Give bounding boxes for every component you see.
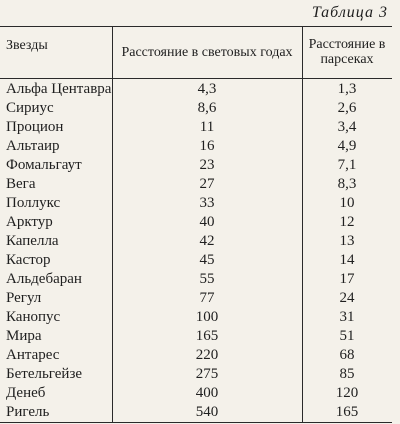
star-name: Канопус [6, 309, 61, 325]
table-row [0, 289, 392, 308]
distance-light-years: 40 [199, 214, 215, 230]
header-rule [0, 78, 392, 79]
distance-parsecs: 24 [339, 290, 355, 306]
table-row [0, 80, 392, 99]
table-row [0, 346, 392, 365]
table-row [0, 270, 392, 289]
distance-light-years: 220 [195, 347, 219, 363]
distance-light-years: 400 [195, 385, 219, 401]
distance-light-years: 27 [199, 176, 215, 192]
star-name: Поллукс [6, 195, 61, 211]
star-name: Фомальгаут [6, 157, 82, 173]
distance-light-years: 275 [195, 366, 219, 382]
distance-light-years: 23 [199, 157, 215, 173]
distance-parsecs: 85 [339, 366, 355, 382]
distance-light-years: 77 [199, 290, 215, 306]
table-row [0, 118, 392, 137]
table-row [0, 327, 392, 346]
distance-parsecs: 14 [339, 252, 355, 268]
star-name: Кастор [6, 252, 51, 268]
table-row [0, 365, 392, 384]
distance-light-years: 45 [199, 252, 215, 268]
distance-parsecs: 3,4 [337, 119, 357, 135]
star-name: Альтаир [6, 138, 60, 154]
table-row [0, 232, 392, 251]
table-row [0, 213, 392, 232]
star-name: Вега [6, 176, 36, 192]
distance-parsecs: 51 [339, 328, 355, 344]
table-row [0, 251, 392, 270]
distance-parsecs: 1,3 [337, 81, 357, 97]
distance-parsecs: 31 [339, 309, 355, 325]
table-row [0, 99, 392, 118]
star-name: Ригель [6, 404, 50, 420]
distance-light-years: 4,3 [197, 81, 217, 97]
star-name: Арктур [6, 214, 53, 230]
distance-parsecs: 12 [339, 214, 355, 230]
distance-parsecs: 4,9 [337, 138, 357, 154]
distance-parsecs: 13 [339, 233, 355, 249]
distance-parsecs: 120 [335, 385, 359, 401]
distance-light-years: 8,6 [197, 100, 217, 116]
star-name: Капелла [6, 233, 59, 249]
star-name: Процион [6, 119, 64, 135]
star-name: Альфа Центавра [6, 81, 112, 97]
table-header [0, 26, 392, 78]
table-caption: Таблица 3 [311, 4, 388, 21]
distance-parsecs: 17 [339, 271, 355, 287]
table-row [0, 137, 392, 156]
distance-parsecs: 165 [335, 404, 359, 420]
star-name: Регул [6, 290, 42, 306]
distance-light-years: 33 [199, 195, 215, 211]
star-name: Мира [6, 328, 42, 344]
star-name: Антарес [6, 347, 60, 363]
distance-parsecs: 2,6 [337, 100, 357, 116]
distance-parsecs: 68 [339, 347, 355, 363]
distance-light-years: 165 [195, 328, 219, 344]
distance-light-years: 16 [199, 138, 215, 154]
table-row [0, 308, 392, 327]
table-row [0, 384, 392, 403]
distance-light-years: 11 [199, 119, 215, 135]
table-row [0, 194, 392, 213]
table-body [0, 80, 392, 422]
distance-parsecs: 8,3 [337, 176, 357, 192]
star-name: Сириус [6, 100, 54, 116]
distance-light-years: 540 [195, 404, 219, 420]
table-row [0, 403, 392, 422]
header-light-years: Расстояние в световых годах [121, 44, 293, 60]
distance-parsecs: 10 [339, 195, 355, 211]
header-parsecs: Расстояние в парсеках [308, 37, 386, 67]
distance-light-years: 100 [195, 309, 219, 325]
star-name: Бетельгейзе [6, 366, 83, 382]
bottom-rule [0, 422, 392, 423]
distance-light-years: 55 [199, 271, 215, 287]
table-row [0, 156, 392, 175]
table-row [0, 175, 392, 194]
distance-parsecs: 7,1 [337, 157, 357, 173]
star-name: Альдебаран [6, 271, 82, 287]
header-stars: Звезды [6, 38, 48, 53]
star-name: Денеб [6, 385, 46, 401]
distance-light-years: 42 [199, 233, 215, 249]
